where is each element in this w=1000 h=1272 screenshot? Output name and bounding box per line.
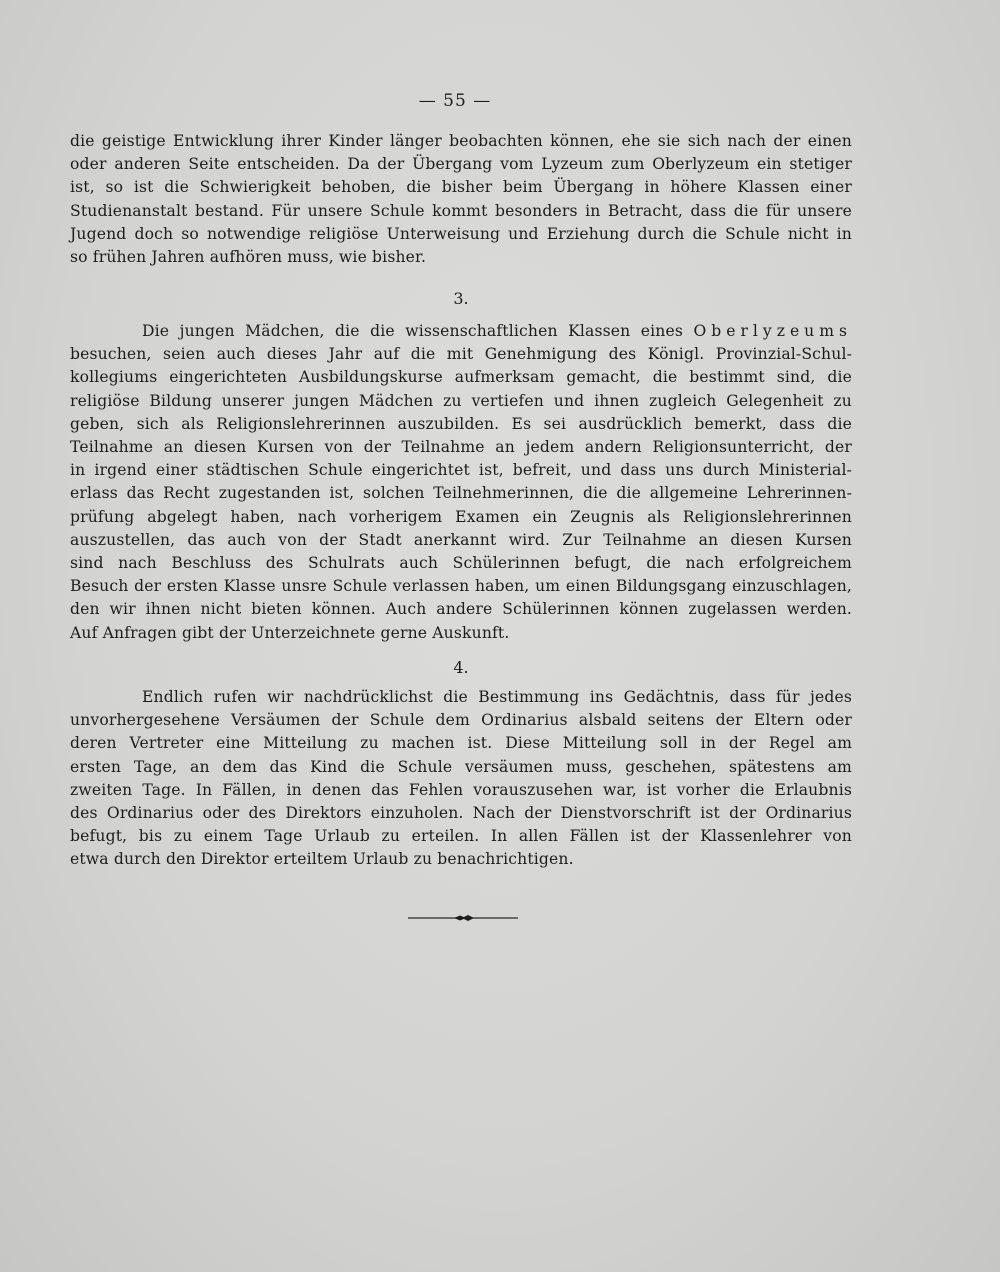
- text-line: den wir ihnen nicht bieten können. Auch andere Schülerinnen können zugelassen werden.: [70, 600, 852, 619]
- text-line: deren Vertreter eine Mitteilung zu machen ist. Diese Mitteilung soll in der Regel am: [70, 734, 852, 753]
- ornament-diamond-right: [462, 915, 474, 921]
- text-line: in irgend einer städtischen Schule eingerichtet ist, befreit, und dass uns durch Ministerial-: [70, 461, 852, 480]
- section-3-paragraph: [70, 320, 852, 645]
- paragraph-continuation: [70, 130, 852, 269]
- section-4-paragraph: [70, 686, 852, 872]
- text-line: Endlich rufen wir nachdrücklichst die Bestimmung ins Gedächtnis, dass für jedes: [142, 688, 852, 706]
- spaced-word: Oberlyzeums: [693, 322, 853, 340]
- text-line: geben, sich als Religionslehrerinnen auszubilden. Es sei ausdrücklich bemerkt, dass die: [70, 414, 852, 433]
- text-line: die geistige Entwicklung ihrer Kinder länger beobachten können, ehe sie sich nach der einen: [70, 132, 852, 150]
- text-line: zweiten Tage. In Fällen, in denen das Fehlen vorauszusehen war, ist vorher die Erlaubnis: [70, 780, 852, 799]
- text-segment: Die jungen Mädchen, die die wissenschaftlichen Klassen eines: [142, 322, 684, 340]
- text-line: prüfung abgelegt haben, nach vorherigem Examen ein Zeugnis als Religionslehrerinnen: [70, 507, 852, 526]
- text-line: [70, 320, 852, 343]
- text-line: erlass das Recht zugestanden ist, solchen Teilnehmerinnen, die die allgemeine Lehrerinnen-: [70, 484, 852, 503]
- text-line: ersten Tage, an dem das Kind die Schule versäumen muss, geschehen, spätestens am: [70, 757, 852, 776]
- text-line: Auf Anfragen gibt der Unterzeichnete gerne Auskunft.: [70, 623, 510, 642]
- section-number-3: 3.: [453, 289, 469, 308]
- text-line: ist, so ist die Schwierigkeit behoben, die bisher beim Übergang in höhere Klassen einer: [70, 178, 852, 197]
- text-line: Besuch der ersten Klasse unsre Schule verlassen haben, um einen Bildungsgang einzuschlagen,: [70, 577, 852, 596]
- text-line: sind nach Beschluss des Schulrats auch Schülerinnen befugt, die nach erfolgreichem: [70, 554, 852, 573]
- text-line: unvorhergesehene Versäumen der Schule dem Ordinarius alsbald seitens der Eltern oder: [70, 711, 852, 730]
- text-line: so frühen Jahren aufhören muss, wie bisher.: [70, 248, 427, 267]
- text-line: Teilnahme an diesen Kursen von der Teilnahme an jedem andern Religionsunterricht, der: [70, 438, 852, 457]
- section-number-4: 4.: [453, 658, 469, 677]
- text-line: etwa durch den Direktor erteiltem Urlaub zu benachrichtigen.: [70, 850, 574, 869]
- text-line: oder anderen Seite entscheiden. Da der Übergang vom Lyzeum zum Oberlyzeum ein stetiger: [70, 155, 852, 174]
- text-line: Jugend doch so notwendige religiöse Unterweisung und Erziehung durch die Schule nicht in: [70, 224, 852, 243]
- text-line: befugt, bis zu einem Tage Urlaub zu erteilen. In allen Fällen ist der Klassenlehrer von: [70, 827, 852, 846]
- text-line: Studienanstalt bestand. Für unsere Schule kommt besonders in Betracht, dass die für unsere: [70, 201, 852, 220]
- text-line: religiöse Bildung unserer jungen Mädchen zu vertiefen und ihnen zugleich Gelegenheit zu: [70, 391, 852, 410]
- text-line: besuchen, seien auch dieses Jahr auf die mit Genehmigung des Königl. Provinzial-Schul-: [70, 345, 852, 364]
- closing-ornament: [408, 911, 518, 925]
- text-line: kollegiums eingerichteten Ausbildungskurse aufmerksam gemacht, die bestimmt sind, die: [70, 368, 852, 387]
- text-line: des Ordinarius oder des Direktors einzuholen. Nach der Dienstvorschrift ist der Ordinarius: [70, 804, 852, 823]
- text-line: auszustellen, das auch von der Stadt anerkannt wird. Zur Teilnahme an diesen Kursen: [70, 530, 852, 549]
- page-number: — 55 —: [418, 91, 492, 111]
